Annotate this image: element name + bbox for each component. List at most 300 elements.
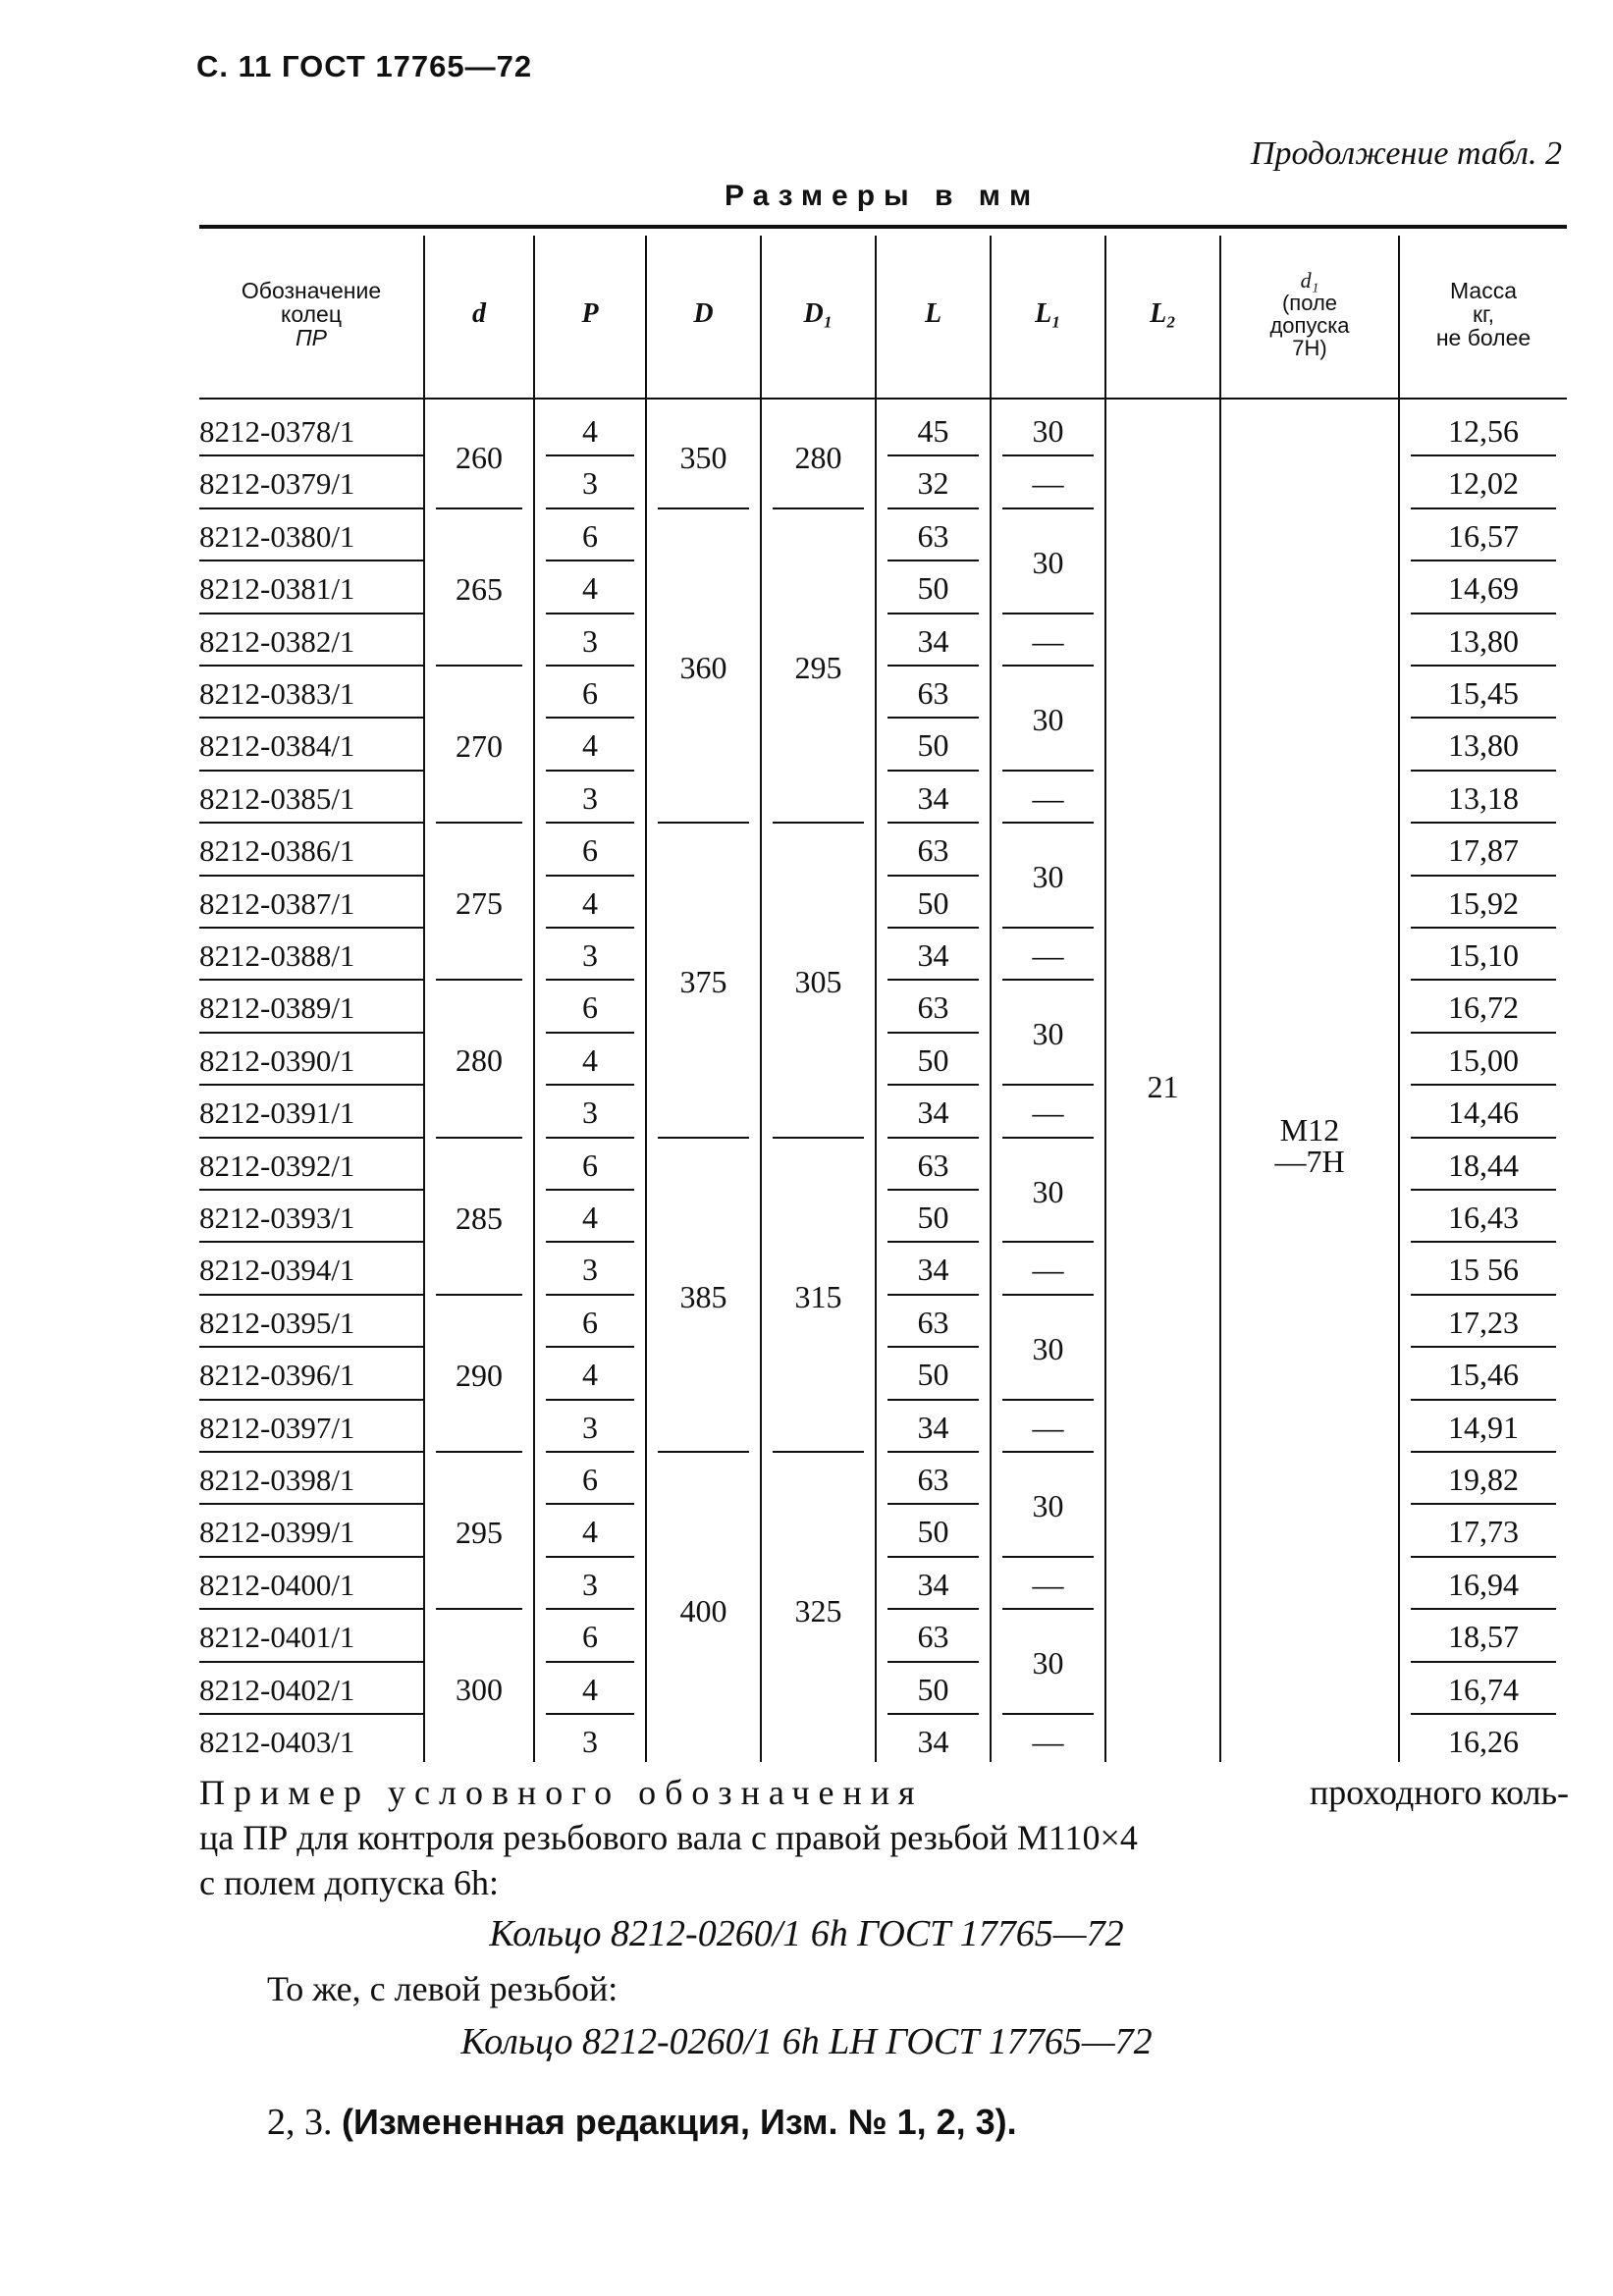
row-rule <box>546 1294 634 1296</box>
cell-p: 3 <box>582 1252 598 1287</box>
row-rule <box>546 507 634 509</box>
table-top-rule <box>199 225 1567 229</box>
cell-p: 4 <box>582 727 598 763</box>
row-designation: 8212-0399/1 <box>199 1514 355 1549</box>
row-designation: 8212-0381/1 <box>199 570 355 606</box>
page-header: С. 11 ГОСТ 17765—72 <box>196 49 533 83</box>
cell-mass: 16,72 <box>1448 989 1519 1025</box>
example-paragraph <box>199 1770 1569 1905</box>
row-rule <box>1002 613 1094 614</box>
example-designation-left: Кольцо 8212-0260/1 6h LH ГОСТ 17765—72 <box>460 2021 1153 2062</box>
row-rule <box>199 1399 423 1401</box>
row-rule <box>1411 613 1556 614</box>
example-intro-spaced: Пример условного обозначения <box>199 1773 924 1812</box>
row-designation: 8212-0386/1 <box>199 832 355 868</box>
row-rule <box>199 1346 423 1348</box>
row-rule <box>887 1713 979 1715</box>
row-rule <box>773 1451 864 1453</box>
row-rule <box>773 1137 864 1139</box>
header-p: P <box>581 298 599 330</box>
row-rule <box>887 1608 979 1610</box>
row-rule <box>1002 979 1094 981</box>
cell-mass: 15,00 <box>1448 1042 1519 1078</box>
table-continuation-label: Продолжение табл. 2 <box>1250 135 1562 172</box>
cell-mass: 15 56 <box>1448 1252 1519 1287</box>
row-rule <box>1411 1294 1556 1296</box>
row-rule <box>658 1137 749 1139</box>
cell-l: 34 <box>917 1567 949 1602</box>
row-rule <box>1411 927 1556 929</box>
example-intro-rest: проходного коль- <box>1310 1773 1569 1812</box>
row-rule <box>546 1346 634 1348</box>
row-designation: 8212-0379/1 <box>199 465 355 501</box>
row-designation: 8212-0397/1 <box>199 1410 355 1445</box>
row-rule <box>546 770 634 772</box>
cell-p: 4 <box>582 1514 598 1549</box>
row-rule <box>887 717 979 719</box>
cell-l: 34 <box>917 780 949 816</box>
row-rule <box>1411 1346 1556 1348</box>
row-rule <box>1002 1137 1094 1139</box>
row-rule <box>1002 1294 1094 1296</box>
cell-l: 50 <box>917 727 949 763</box>
row-designation: 8212-0402/1 <box>199 1672 355 1707</box>
row-rule <box>199 1713 423 1715</box>
cell-p: 6 <box>582 518 598 554</box>
row-rule <box>887 770 979 772</box>
cell-l: 34 <box>917 623 949 659</box>
cell-mass: 16,57 <box>1448 518 1519 554</box>
row-rule <box>199 1241 423 1243</box>
row-rule <box>546 927 634 929</box>
cell-D: 385 <box>679 1278 727 1314</box>
cell-mass: 13,80 <box>1448 727 1519 763</box>
cell-D1: 280 <box>794 440 842 475</box>
row-rule <box>436 1451 522 1453</box>
cell-D1: 325 <box>794 1592 842 1629</box>
cell-p: 3 <box>582 1095 598 1130</box>
cell-l: 50 <box>917 1042 949 1078</box>
cell-l1: — <box>1032 1252 1064 1287</box>
row-rule <box>887 1451 979 1453</box>
cell-mass: 16,74 <box>1448 1672 1519 1707</box>
cell-l: 34 <box>917 937 949 973</box>
cell-l1: — <box>1032 1567 1064 1602</box>
cell-p: 3 <box>582 780 598 816</box>
row-rule <box>887 875 979 877</box>
cell-l: 63 <box>917 675 949 711</box>
cell-p: 3 <box>582 1724 598 1759</box>
cell-p: 4 <box>582 570 598 606</box>
row-rule <box>1411 1608 1556 1610</box>
table-header-rule <box>199 398 1567 400</box>
row-rule <box>887 1241 979 1243</box>
row-designation: 8212-0382/1 <box>199 623 355 659</box>
row-rule <box>1411 1137 1556 1139</box>
row-rule <box>199 1032 423 1034</box>
row-rule <box>1411 717 1556 719</box>
cell-p: 4 <box>582 885 598 921</box>
row-rule <box>199 507 423 509</box>
row-rule <box>199 1137 423 1139</box>
row-rule <box>546 1503 634 1505</box>
row-designation: 8212-0401/1 <box>199 1619 355 1654</box>
header-designation: Обозначение колец ПР <box>241 277 382 351</box>
row-rule <box>1002 1713 1094 1715</box>
cell-mass: 14,46 <box>1448 1095 1519 1130</box>
row-designation: 8212-0395/1 <box>199 1305 355 1340</box>
cell-mass: 14,69 <box>1448 570 1519 606</box>
row-rule <box>1002 770 1094 772</box>
row-rule <box>546 1241 634 1243</box>
row-rule <box>546 560 634 561</box>
row-rule <box>546 1451 634 1453</box>
cell-l1: 30 <box>1032 1016 1064 1051</box>
cell-l1: 30 <box>1032 702 1064 737</box>
row-rule <box>546 717 634 719</box>
row-rule <box>546 1608 634 1610</box>
row-designation: 8212-0396/1 <box>199 1357 355 1392</box>
row-rule <box>546 822 634 824</box>
row-designation: 8212-0387/1 <box>199 885 355 921</box>
cell-l1: 30 <box>1032 859 1064 894</box>
cell-D1: 295 <box>794 649 842 685</box>
row-designation: 8212-0398/1 <box>199 1462 355 1497</box>
row-rule <box>546 1399 634 1401</box>
row-rule <box>199 560 423 561</box>
header-d1: d₁ (поле допуска 7H) <box>1269 267 1350 361</box>
cell-l1: — <box>1032 1095 1064 1130</box>
cell-l: 34 <box>917 1252 949 1287</box>
row-rule <box>436 979 522 981</box>
row-rule <box>199 822 423 824</box>
cell-mass: 16,43 <box>1448 1200 1519 1235</box>
cell-p: 6 <box>582 832 598 868</box>
row-rule <box>436 665 522 667</box>
cell-D: 375 <box>679 963 727 999</box>
row-rule <box>1411 1556 1556 1558</box>
cell-d: 270 <box>456 727 503 764</box>
changes-prefix: 2, 3. <box>267 2102 333 2143</box>
cell-l1: 30 <box>1032 1331 1064 1366</box>
row-rule <box>199 1608 423 1610</box>
cell-l: 50 <box>917 1672 949 1707</box>
row-rule <box>1411 454 1556 456</box>
cell-mass: 17,23 <box>1448 1305 1519 1340</box>
row-rule <box>1411 1241 1556 1243</box>
row-rule <box>1002 1241 1094 1243</box>
cell-l: 63 <box>917 1148 949 1183</box>
row-rule <box>1002 1399 1094 1401</box>
row-rule <box>199 979 423 981</box>
cell-l: 34 <box>917 1410 949 1445</box>
row-rule <box>546 1084 634 1086</box>
row-rule <box>1411 822 1556 824</box>
row-rule <box>887 1294 979 1296</box>
cell-p: 6 <box>582 1305 598 1340</box>
cell-d: 260 <box>456 440 503 475</box>
row-rule <box>199 1556 423 1558</box>
row-rule <box>887 1503 979 1505</box>
row-rule <box>887 979 979 981</box>
row-designation: 8212-0388/1 <box>199 937 355 973</box>
cell-mass: 19,82 <box>1448 1462 1519 1497</box>
same-left-thread: То же, с левой резьбой: <box>267 1969 618 2008</box>
cell-p: 3 <box>582 1410 598 1445</box>
cell-p: 6 <box>582 989 598 1025</box>
row-rule <box>658 1451 749 1453</box>
cell-l: 32 <box>917 465 949 501</box>
cell-l1: — <box>1032 465 1064 501</box>
cell-l: 50 <box>917 1514 949 1549</box>
cell-l: 63 <box>917 518 949 554</box>
cell-d1 <box>1221 405 1398 1827</box>
cell-mass: 16,94 <box>1448 1567 1519 1602</box>
row-rule <box>199 454 423 456</box>
cell-l: 63 <box>917 1462 949 1497</box>
row-rule <box>1002 507 1094 509</box>
row-rule <box>1411 665 1556 667</box>
row-rule <box>1411 979 1556 981</box>
cell-p: 3 <box>582 623 598 659</box>
cell-p: 3 <box>582 465 598 501</box>
header-L1: L₁ <box>1035 298 1061 330</box>
row-designation: 8212-0389/1 <box>199 989 355 1025</box>
row-rule <box>1002 454 1094 456</box>
row-rule <box>1411 875 1556 877</box>
row-rule <box>199 1503 423 1505</box>
row-rule <box>199 1451 423 1453</box>
cell-p: 4 <box>582 413 598 449</box>
row-rule <box>887 1346 979 1348</box>
row-rule <box>546 613 634 614</box>
row-rule <box>658 822 749 824</box>
row-rule <box>546 1137 634 1139</box>
cell-mass: 17,73 <box>1448 1514 1519 1549</box>
row-rule <box>199 1084 423 1086</box>
row-rule <box>199 1189 423 1191</box>
cell-d: 300 <box>456 1671 503 1707</box>
row-rule <box>1411 1713 1556 1715</box>
row-designation: 8212-0392/1 <box>199 1148 355 1183</box>
row-rule <box>1411 1451 1556 1453</box>
row-rule <box>199 770 423 772</box>
row-rule <box>436 1608 522 1610</box>
row-designation: 8212-0385/1 <box>199 780 355 816</box>
cell-d: 295 <box>456 1514 503 1550</box>
cell-l1: 30 <box>1032 1174 1064 1209</box>
cell-mass: 13,80 <box>1448 623 1519 659</box>
cell-l: 63 <box>917 1619 949 1654</box>
row-rule <box>546 875 634 877</box>
row-rule <box>199 1661 423 1663</box>
row-rule <box>546 979 634 981</box>
cell-p: 6 <box>582 675 598 711</box>
row-rule <box>887 1084 979 1086</box>
cell-l: 50 <box>917 570 949 606</box>
row-designation: 8212-0391/1 <box>199 1095 355 1130</box>
row-rule <box>199 875 423 877</box>
row-rule <box>887 1032 979 1034</box>
row-rule <box>436 822 522 824</box>
row-rule <box>546 1189 634 1191</box>
row-rule <box>1411 1189 1556 1191</box>
cell-l1: 30 <box>1032 545 1064 580</box>
cell-mass: 15,46 <box>1448 1357 1519 1392</box>
header-D1: D₁ <box>803 298 833 330</box>
cell-mass: 12,02 <box>1448 465 1519 501</box>
row-rule <box>1002 1084 1094 1086</box>
cell-l: 50 <box>917 1200 949 1235</box>
row-rule <box>773 507 864 509</box>
row-rule <box>1411 1503 1556 1505</box>
row-rule <box>1002 1556 1094 1558</box>
dimensions-caption: Размеры в мм <box>725 180 1041 212</box>
row-rule <box>199 927 423 929</box>
cell-D: 360 <box>679 649 727 685</box>
row-rule <box>436 1294 522 1296</box>
row-rule <box>199 1294 423 1296</box>
cell-D: 350 <box>679 440 727 475</box>
row-designation: 8212-0400/1 <box>199 1567 355 1602</box>
cell-mass: 17,87 <box>1448 832 1519 868</box>
cell-mass: 18,57 <box>1448 1619 1519 1654</box>
cell-D1: 315 <box>794 1278 842 1314</box>
cell-l1: 30 <box>1032 1645 1064 1681</box>
cell-mass: 12,56 <box>1448 413 1519 449</box>
cell-d: 265 <box>456 570 503 607</box>
cell-mass: 13,18 <box>1448 780 1519 816</box>
cell-p: 6 <box>582 1148 598 1183</box>
cell-mass: 18,44 <box>1448 1148 1519 1183</box>
row-rule <box>1002 927 1094 929</box>
cell-l1: — <box>1032 1724 1064 1759</box>
cell-p: 4 <box>582 1200 598 1235</box>
row-rule <box>546 1661 634 1663</box>
cell-l: 63 <box>917 989 949 1025</box>
row-rule <box>887 1137 979 1139</box>
row-rule <box>887 1189 979 1191</box>
row-rule <box>1411 770 1556 772</box>
cell-D1: 305 <box>794 963 842 999</box>
row-rule <box>887 507 979 509</box>
example-designation-right: Кольцо 8212-0260/1 6h ГОСТ 17765—72 <box>489 1913 1124 1954</box>
cell-d: 280 <box>456 1041 503 1078</box>
cell-l: 34 <box>917 1095 949 1130</box>
cell-l1: — <box>1032 937 1064 973</box>
row-rule <box>887 1399 979 1401</box>
cell-l: 34 <box>917 1724 949 1759</box>
row-designation: 8212-0390/1 <box>199 1042 355 1078</box>
cell-p: 3 <box>582 937 598 973</box>
row-designation: 8212-0380/1 <box>199 518 355 554</box>
row-rule <box>1002 665 1094 667</box>
row-designation: 8212-0378/1 <box>199 413 355 449</box>
cell-p: 4 <box>582 1042 598 1078</box>
row-designation: 8212-0403/1 <box>199 1724 355 1759</box>
row-rule <box>1002 1608 1094 1610</box>
cell-l1: — <box>1032 1410 1064 1445</box>
row-rule <box>546 1713 634 1715</box>
row-rule <box>436 507 522 509</box>
row-rule <box>1002 822 1094 824</box>
cell-l1: — <box>1032 623 1064 659</box>
row-rule <box>887 454 979 456</box>
row-rule <box>199 613 423 614</box>
cell-d: 290 <box>456 1357 503 1393</box>
changes-text: (Измененная редакция, Изм. № 1, 2, 3). <box>342 2102 1017 2142</box>
cell-mass: 16,26 <box>1448 1724 1519 1759</box>
row-rule <box>1411 1032 1556 1034</box>
cell-d: 275 <box>456 884 503 921</box>
row-rule <box>1411 1399 1556 1401</box>
cell-l: 50 <box>917 1357 949 1392</box>
cell-p: 4 <box>582 1672 598 1707</box>
cell-mass: 15,10 <box>1448 937 1519 973</box>
row-rule <box>546 454 634 456</box>
header-L: L <box>924 298 942 330</box>
cell-l1: — <box>1032 780 1064 816</box>
cell-l: 63 <box>917 832 949 868</box>
row-rule <box>1411 1661 1556 1663</box>
cell-l2: 21 <box>1147 1068 1179 1104</box>
example-intro-line2: ца ПР для контроля резьбового вала с правой резьбой M110×4 <box>199 1818 1138 1857</box>
cell-mass: 15,45 <box>1448 675 1519 711</box>
row-rule <box>199 717 423 719</box>
example-intro-line3: с полем допуска 6h: <box>199 1863 499 1902</box>
row-rule <box>1411 560 1556 561</box>
cell-l: 63 <box>917 1305 949 1340</box>
header-d: d <box>472 298 486 330</box>
header-L2: L₂ <box>1150 298 1176 330</box>
row-designation: 8212-0394/1 <box>199 1252 355 1287</box>
row-rule <box>436 1137 522 1139</box>
cell-p: 6 <box>582 1462 598 1497</box>
header-D: D <box>693 298 714 330</box>
row-rule <box>1411 507 1556 509</box>
cell-l1: 30 <box>1032 1488 1064 1523</box>
cell-l: 45 <box>917 413 949 449</box>
row-rule <box>887 927 979 929</box>
cell-d1-line: M12 <box>1279 1112 1340 1148</box>
row-rule <box>887 822 979 824</box>
row-rule <box>199 665 423 667</box>
row-rule <box>887 560 979 561</box>
row-rule <box>773 822 864 824</box>
changes-note <box>267 2101 1017 2144</box>
row-designation: 8212-0384/1 <box>199 727 355 763</box>
cell-l1: 30 <box>1032 413 1064 449</box>
row-rule <box>1002 1451 1094 1453</box>
cell-d1-line: —7H <box>1274 1144 1345 1179</box>
row-rule <box>887 1661 979 1663</box>
cell-p: 3 <box>582 1567 598 1602</box>
cell-p: 6 <box>582 1619 598 1654</box>
row-designation: 8212-0393/1 <box>199 1200 355 1235</box>
row-rule <box>1411 1084 1556 1086</box>
cell-l: 50 <box>917 885 949 921</box>
cell-mass: 14,91 <box>1448 1410 1519 1445</box>
row-rule <box>887 613 979 614</box>
row-rule <box>546 1556 634 1558</box>
cell-d: 285 <box>456 1200 503 1236</box>
cell-D: 400 <box>679 1592 727 1629</box>
cell-p: 4 <box>582 1357 598 1392</box>
row-rule <box>546 1032 634 1034</box>
cell-mass: 15,92 <box>1448 885 1519 921</box>
row-rule <box>658 507 749 509</box>
header-mass: Масса кг, не более <box>1435 277 1532 351</box>
